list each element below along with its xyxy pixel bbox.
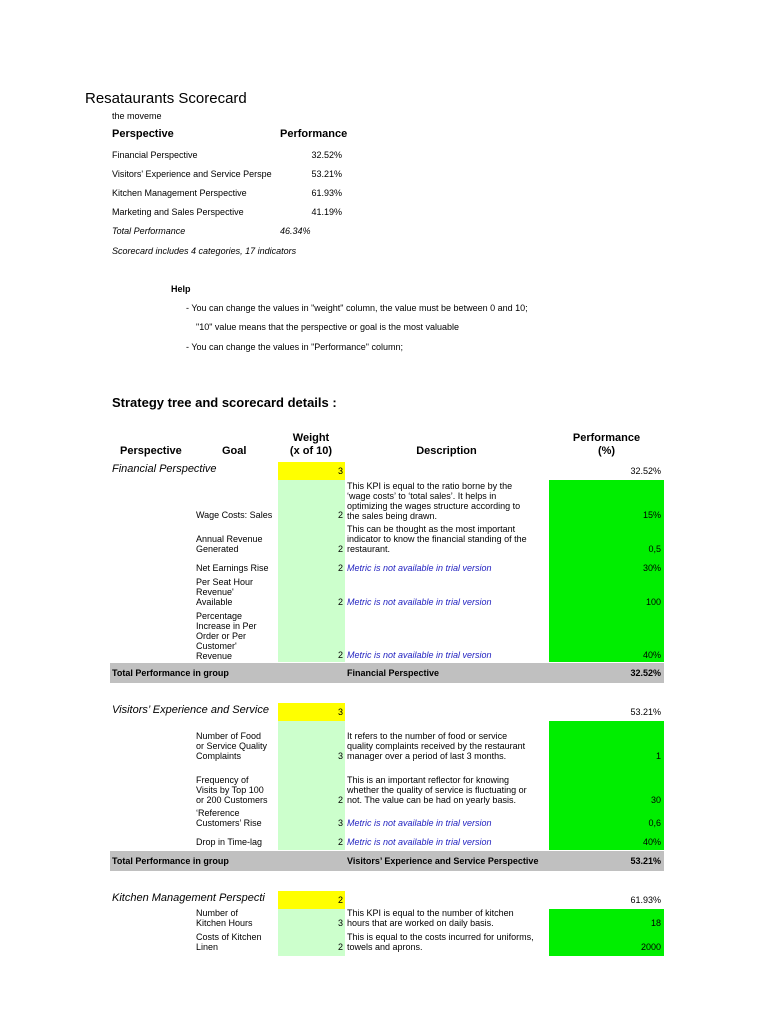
- goal-description: Metric is not available in trial version: [347, 837, 492, 847]
- section-performance: 61.93%: [630, 895, 661, 905]
- goal-description: This KPI is equal to the ratio borne by the ‘wage costs’ to ‘total sales’. It helps in optimizing the wages structure according to the sales being drawn.: [347, 481, 521, 521]
- goal-description: It refers to the number of food or service quality complaints received by the restaurant manager over a period of last 3 months.: [347, 731, 526, 761]
- goal-weight: 2: [337, 650, 343, 660]
- goal-description: Metric is not available in trial version: [347, 563, 492, 573]
- summary-row-value: 41.19%: [311, 207, 342, 217]
- page-title: Resataurants Scorecard: [85, 90, 247, 107]
- goal-name: Annual Revenue Generated: [196, 534, 263, 554]
- goal-name: Number of Kitchen Hours: [196, 908, 253, 928]
- goal-name: Wage Costs: Sales: [196, 510, 273, 520]
- performance-column[interactable]: [549, 721, 664, 850]
- summary-row-name: Visitors' Experience and Service Perspe: [112, 169, 272, 179]
- goal-name: Costs of Kitchen Linen: [196, 932, 262, 952]
- group-total-value: 53.21%: [630, 856, 661, 866]
- goal-performance[interactable]: 0,6: [648, 818, 661, 828]
- group-total-label: Total Performance in group: [112, 668, 229, 678]
- goal-weight: 2: [337, 942, 343, 952]
- goal-performance[interactable]: 15%: [642, 510, 661, 520]
- section-performance: 32.52%: [630, 466, 661, 476]
- group-total-name: Visitors’ Experience and Service Perspective: [347, 856, 539, 866]
- summary-row-name: Financial Perspective: [112, 150, 198, 160]
- goal-weight: 3: [337, 818, 343, 828]
- goal-performance[interactable]: 30: [650, 795, 661, 805]
- summary-row-value: 61.93%: [311, 188, 342, 198]
- group-total-name: Financial Perspective: [347, 668, 440, 678]
- goal-weight: 2: [337, 510, 343, 520]
- section-title: Visitors’ Experience and Service: [112, 704, 269, 716]
- goal-description: Metric is not available in trial version: [347, 818, 492, 828]
- goal-weight: 2: [337, 544, 343, 554]
- group-total-value: 32.52%: [630, 668, 661, 678]
- goal-name: Frequency of Visits by Top 100 or 200 Customers: [196, 775, 268, 805]
- goal-description: This is equal to the costs incurred for uniforms, towels and aprons.: [347, 932, 534, 952]
- col-weight: Weight (x of 10): [289, 432, 333, 457]
- help-title: Help: [171, 284, 191, 294]
- summary-row-value: 53.21%: [311, 169, 342, 179]
- goal-description: This can be thought as the most important indicator to know the financial standing of the restaurant.: [347, 524, 527, 554]
- goal-weight: 2: [337, 837, 343, 847]
- section-weight: 2: [337, 895, 343, 905]
- section-performance: 53.21%: [630, 707, 661, 717]
- col-perspective: Perspective: [120, 445, 182, 457]
- goal-name: Net Earnings Rise: [196, 563, 269, 573]
- goal-name: Per Seat Hour Revenue' Available: [196, 577, 254, 607]
- goal-description: Metric is not available in trial version: [347, 597, 492, 607]
- goal-performance[interactable]: 18: [650, 918, 661, 928]
- goal-weight: 3: [337, 751, 343, 761]
- details-heading: Strategy tree and scorecard details :: [112, 395, 337, 410]
- goal-performance[interactable]: 40%: [642, 650, 661, 660]
- goal-name: Percentage Increase in Per Order or Per Customer' Revenue: [196, 611, 257, 661]
- summary-total-value: 46.34%: [280, 226, 311, 236]
- section-title: Financial Perspective: [112, 463, 217, 475]
- help-line: - You can change the values in "Performance" column;: [186, 342, 404, 352]
- goal-performance[interactable]: 0,5: [648, 544, 661, 554]
- goal-performance[interactable]: 30%: [642, 563, 661, 573]
- goal-weight: 2: [337, 563, 343, 573]
- help-line: - You can change the values in "weight" column, the value must be between 0 and 10;: [186, 303, 528, 313]
- goal-description: This is an important reflector for knowing whether the quality of service is fluctuating or not. The value can be had on yearly basis.: [347, 775, 527, 805]
- weight-column[interactable]: [278, 721, 345, 850]
- summary-header-performance: Performance: [280, 128, 348, 140]
- goal-performance[interactable]: 2000: [640, 942, 661, 952]
- summary-row-name: Marketing and Sales Perspective: [112, 207, 244, 217]
- section-weight: 3: [337, 466, 343, 476]
- subtitle: the moveme: [112, 111, 162, 121]
- goal-performance[interactable]: 40%: [642, 837, 661, 847]
- summary-note: Scorecard includes 4 categories, 17 indicators: [112, 246, 297, 256]
- goal-performance[interactable]: 100: [645, 597, 661, 607]
- goal-weight: 3: [337, 918, 343, 928]
- summary-header-perspective: Perspective: [112, 128, 174, 140]
- section-weight: 3: [337, 707, 343, 717]
- goal-name: Number of Food or Service Quality Complaints: [196, 731, 268, 761]
- group-total-label: Total Performance in group: [112, 856, 229, 866]
- summary-row-name: Kitchen Management Perspective: [112, 188, 247, 198]
- goal-performance[interactable]: 1: [655, 751, 661, 761]
- goal-name: ‘Reference Customers’ Rise: [196, 808, 262, 828]
- col-description: Description: [416, 445, 477, 457]
- goal-weight: 2: [337, 795, 343, 805]
- col-goal: Goal: [222, 445, 247, 457]
- summary-row-value: 32.52%: [311, 150, 342, 160]
- goal-name: Drop in Time-lag: [196, 837, 263, 847]
- goal-description: Metric is not available in trial version: [347, 650, 492, 660]
- col-performance: Performance (%): [572, 432, 641, 457]
- goal-weight: 2: [337, 597, 343, 607]
- summary-total-label: Total Performance: [112, 226, 186, 236]
- help-line: "10" value means that the perspective or goal is the most valuable: [196, 322, 460, 332]
- goal-description: This KPI is equal to the number of kitchen hours that are worked on daily basis.: [347, 908, 514, 928]
- section-title: Kitchen Management Perspecti: [112, 892, 265, 904]
